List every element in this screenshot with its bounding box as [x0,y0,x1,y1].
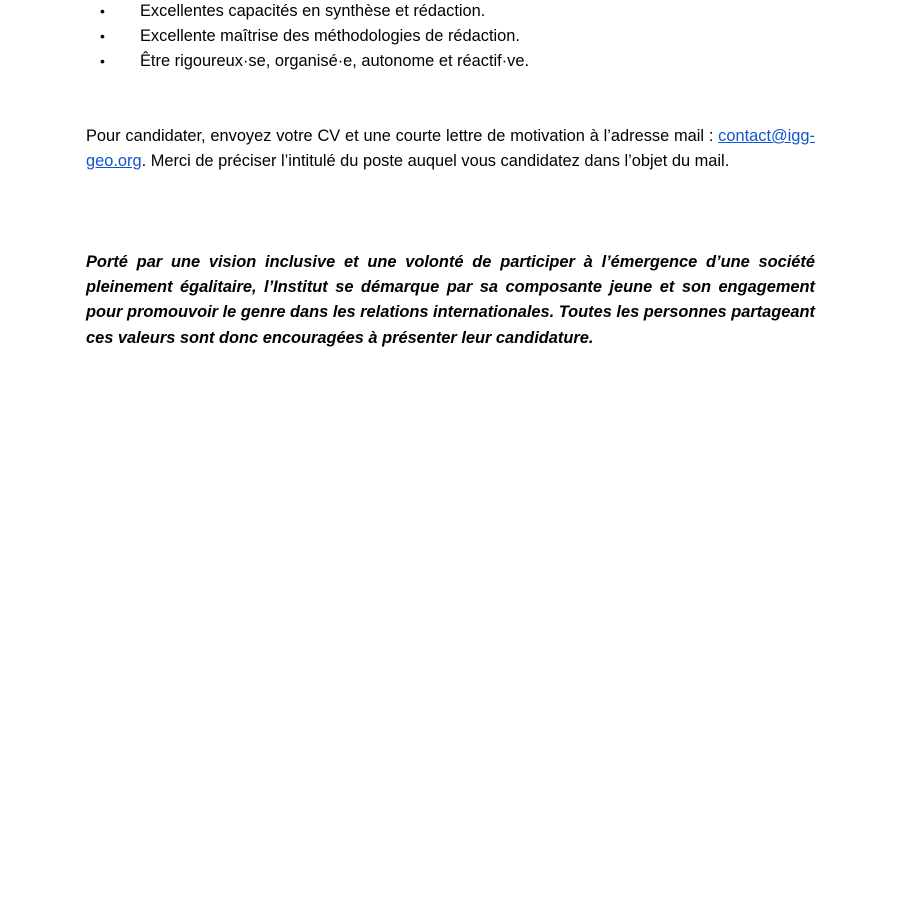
application-intro-text: Pour candidater, envoyez votre CV et une courte lettre de motivation à l’adresse mail : [86,127,719,145]
list-item [86,25,816,50]
list-item [86,0,816,25]
inclusion-statement: Porté par une vision inclusive et une volonté de participer à l’émergence d’une société pleinement égalitaire, l’Institut se démarque par sa composante jeune et son engagement pour promouvoir le genre dans les relations internationales. Toutes les personnes partageant ces valeurs sont donc encouragées à présenter leur candidature. [86,253,815,347]
requirement-text: Excellente maîtrise des méthodologies de rédaction. [140,27,520,45]
requirements-list [86,0,816,75]
requirement-text: Excellentes capacités en synthèse et rédaction. [140,2,486,20]
application-instructions-text: . Merci de préciser l’intitulé du poste auquel vous candidatez dans l’objet du mail. [141,152,730,171]
bullet-icon: • [100,53,105,69]
application-paragraph [86,124,815,174]
requirement-text: Être rigoureux·se, organisé·e, autonome et réactif·ve. [140,52,530,70]
bullet-icon: • [100,28,105,44]
list-item [86,50,816,75]
bullet-icon: • [100,3,105,19]
contact-email-link[interactable]: contact@igg-geo.org [86,127,815,171]
